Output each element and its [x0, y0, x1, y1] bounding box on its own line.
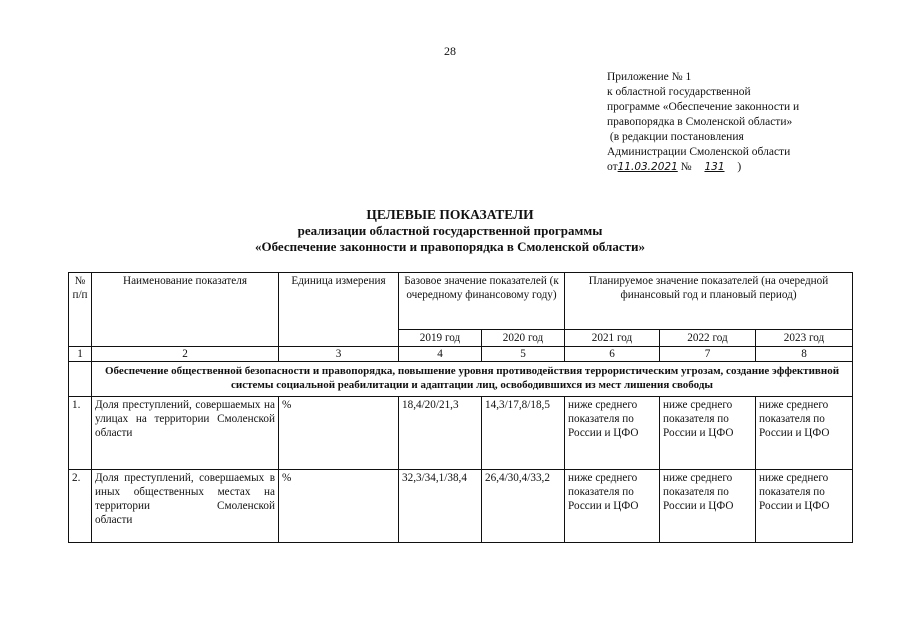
indicator-name-line: совершаемых на улицах на	[95, 399, 275, 425]
handwritten-date: 11.03.2021	[617, 161, 678, 173]
table-row	[69, 397, 853, 470]
appendix-line: к областной государственной	[607, 86, 751, 98]
column-number: 2	[92, 347, 279, 362]
number-prefix: №	[680, 161, 692, 173]
value-2021: ниже среднего показателя по России и ЦФО	[565, 470, 660, 543]
value-2019: 18,4/20/21,3	[399, 397, 482, 470]
table-row	[69, 470, 853, 543]
closing-paren: )	[737, 161, 742, 173]
header-year-2020: 2020 год	[482, 330, 565, 347]
header-num: № п/п	[69, 273, 92, 347]
section-heading: Обеспечение общественной безопасности и правопорядка, повышение уровня противодействия террористическим угрозам, создание эффективной системы социальной реабилитации и адаптации лиц, освободившихся из мест лишения свободы	[92, 362, 853, 397]
row-number: 2.	[69, 470, 92, 543]
value-2021: ниже среднего показателя по России и ЦФО	[565, 397, 660, 470]
value-2022: ниже среднего показателя по России и ЦФО	[660, 470, 756, 543]
header-name: Наименование показателя	[92, 273, 279, 347]
title-line-2: реализации областной государственной программы	[297, 223, 603, 238]
column-number: 1	[69, 347, 92, 362]
indicator-name-line: Доля преступлений,	[95, 399, 192, 411]
indicator-name-line: области	[95, 427, 133, 439]
indicator-name-line: территории Смоленской	[95, 500, 275, 512]
header-year-2022: 2022 год	[660, 330, 756, 347]
indicator-unit: %	[279, 470, 399, 543]
header-planned-value: Планируемое значение показателей (на очередной финансовый год и плановый период)	[565, 273, 853, 330]
header-year-2023: 2023 год	[756, 330, 853, 347]
appendix-line: правопорядка в Смоленской области»	[607, 116, 793, 128]
document-title	[0, 207, 900, 255]
header-unit: Единица измерения	[279, 273, 399, 347]
page-number: 28	[444, 44, 456, 58]
header-base-value: Базовое значение показателей (к очередному финансовому году)	[399, 273, 565, 330]
value-2023: ниже среднего показателя по России и ЦФО	[756, 470, 853, 543]
appendix-line: программе «Обеспечение законности и	[607, 101, 800, 113]
column-number: 4	[399, 347, 482, 362]
indicators-table	[68, 272, 853, 543]
appendix-line: Приложение № 1	[607, 71, 692, 83]
header-year-2019: 2019 год	[399, 330, 482, 347]
appendix-line: (в редакции постановления	[607, 131, 744, 143]
title-line-1: ЦЕЛЕВЫЕ ПОКАЗАТЕЛИ	[366, 207, 534, 222]
row-number: 1.	[69, 397, 92, 470]
column-number: 3	[279, 347, 399, 362]
date-prefix: от	[607, 161, 618, 173]
indicator-name-line: территории Смоленской	[154, 413, 276, 425]
indicator-unit: %	[279, 397, 399, 470]
indicator-name-line: совершаемых в иных	[95, 472, 275, 498]
handwritten-number: 131	[704, 161, 725, 173]
indicator-name-line: области	[95, 514, 133, 526]
appendix-block	[607, 70, 857, 175]
indicator-name	[92, 397, 279, 470]
column-number: 8	[756, 347, 853, 362]
column-number: 6	[565, 347, 660, 362]
value-2020: 14,3/17,8/18,5	[482, 397, 565, 470]
indicator-name	[92, 470, 279, 543]
value-2020: 26,4/30,4/33,2	[482, 470, 565, 543]
indicator-name-line: Доля преступлений,	[95, 472, 194, 484]
indicator-name-line: общественных местах на	[133, 486, 276, 498]
appendix-date-line	[607, 160, 857, 175]
value-2023: ниже среднего показателя по России и ЦФО	[756, 397, 853, 470]
value-2019: 32,3/34,1/38,4	[399, 470, 482, 543]
appendix-line: Администрации Смоленской области	[607, 146, 791, 158]
header-year-2021: 2021 год	[565, 330, 660, 347]
column-number: 7	[660, 347, 756, 362]
column-number: 5	[482, 347, 565, 362]
section-num-cell	[69, 362, 92, 397]
value-2022: ниже среднего показателя по России и ЦФО	[660, 397, 756, 470]
title-line-3: «Обеспечение законности и правопорядка в Смоленской области»	[254, 239, 646, 254]
